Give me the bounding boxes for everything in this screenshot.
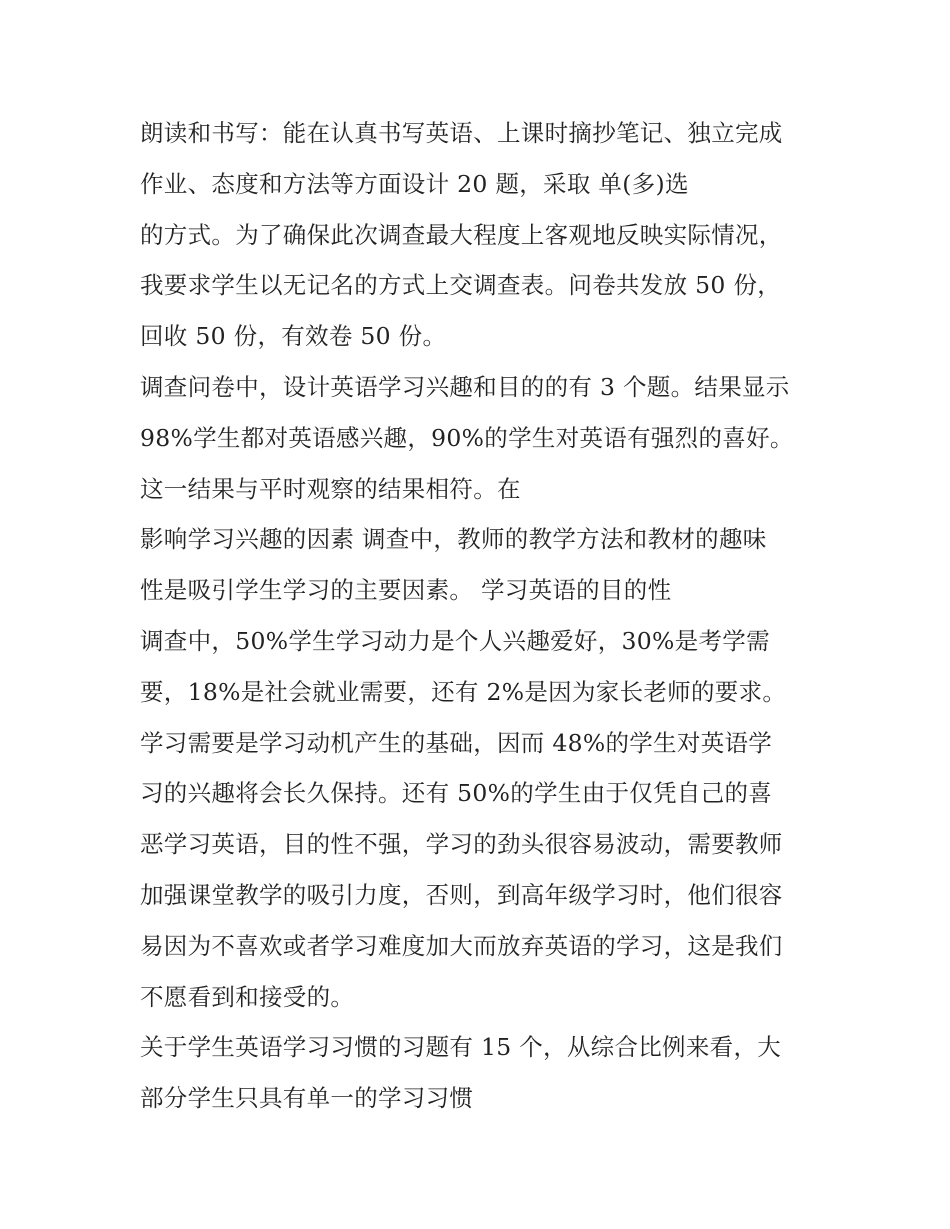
text-line: 作业、态度和方法等方面设计 20 题，采取 单(多)选 [140,169,689,198]
text-line: 部分学生只具有单一的学习习惯 [140,1084,474,1113]
text-line: 调查问卷中，设计英语学习兴趣和目的的有 3 个题。结果显示 [140,372,790,401]
text-line: 98%学生都对英语感兴趣，90%的学生对英语有强烈的喜好。 [140,423,794,452]
text-line: 朗读和书写：能在认真书写英语、上课时摘抄笔记、独立完成 [140,119,783,147]
text-line: 不愿看到和接受的。 [140,982,355,1011]
text-line: 性是吸引学生学习的主要因素。 学习英语的目的性 [140,576,672,605]
text-line: 加强课堂教学的吸引力度，否则，到高年级学习时，他们很容 [140,880,783,909]
text-line: 习的兴趣将会长久保持。还有 50%的学生由于仅凭自己的喜 [140,779,773,808]
text-line: 我要求学生以无记名的方式上交调查表。问卷共发放 50 份， [140,271,782,300]
body-text [140,108,840,1124]
text-line: 回收 50 份，有效卷 50 份。 [140,322,447,351]
text-line: 影响学习兴趣的因素 调查中，教师的教学方法和教材的趣味 [140,525,767,554]
text-line: 关于学生英语学习习惯的习题有 15 个，从综合比例来看，大 [140,1033,782,1062]
text-line: 要，18%是社会就业需要，还有 2%是因为家长老师的要求。 [140,677,787,706]
text-line: 恶学习英语，目的性不强，学习的劲头很容易波动，需要教师 [140,830,783,859]
text-line: 易因为不喜欢或者学习难度加大而放弃英语的学习，这是我们 [140,931,783,960]
text-line: 调查中，50%学生学习动力是个人兴趣爱好，30%是考学需 [140,626,770,655]
text-line: 这一结果与平时观察的结果相符。在 [140,474,521,503]
text-line: 的方式。为了确保此次调查最大程度上客观地反映实际情况， [140,220,783,249]
text-line: 学习需要是学习动机产生的基础，因而 48%的学生对英语学 [140,728,773,757]
